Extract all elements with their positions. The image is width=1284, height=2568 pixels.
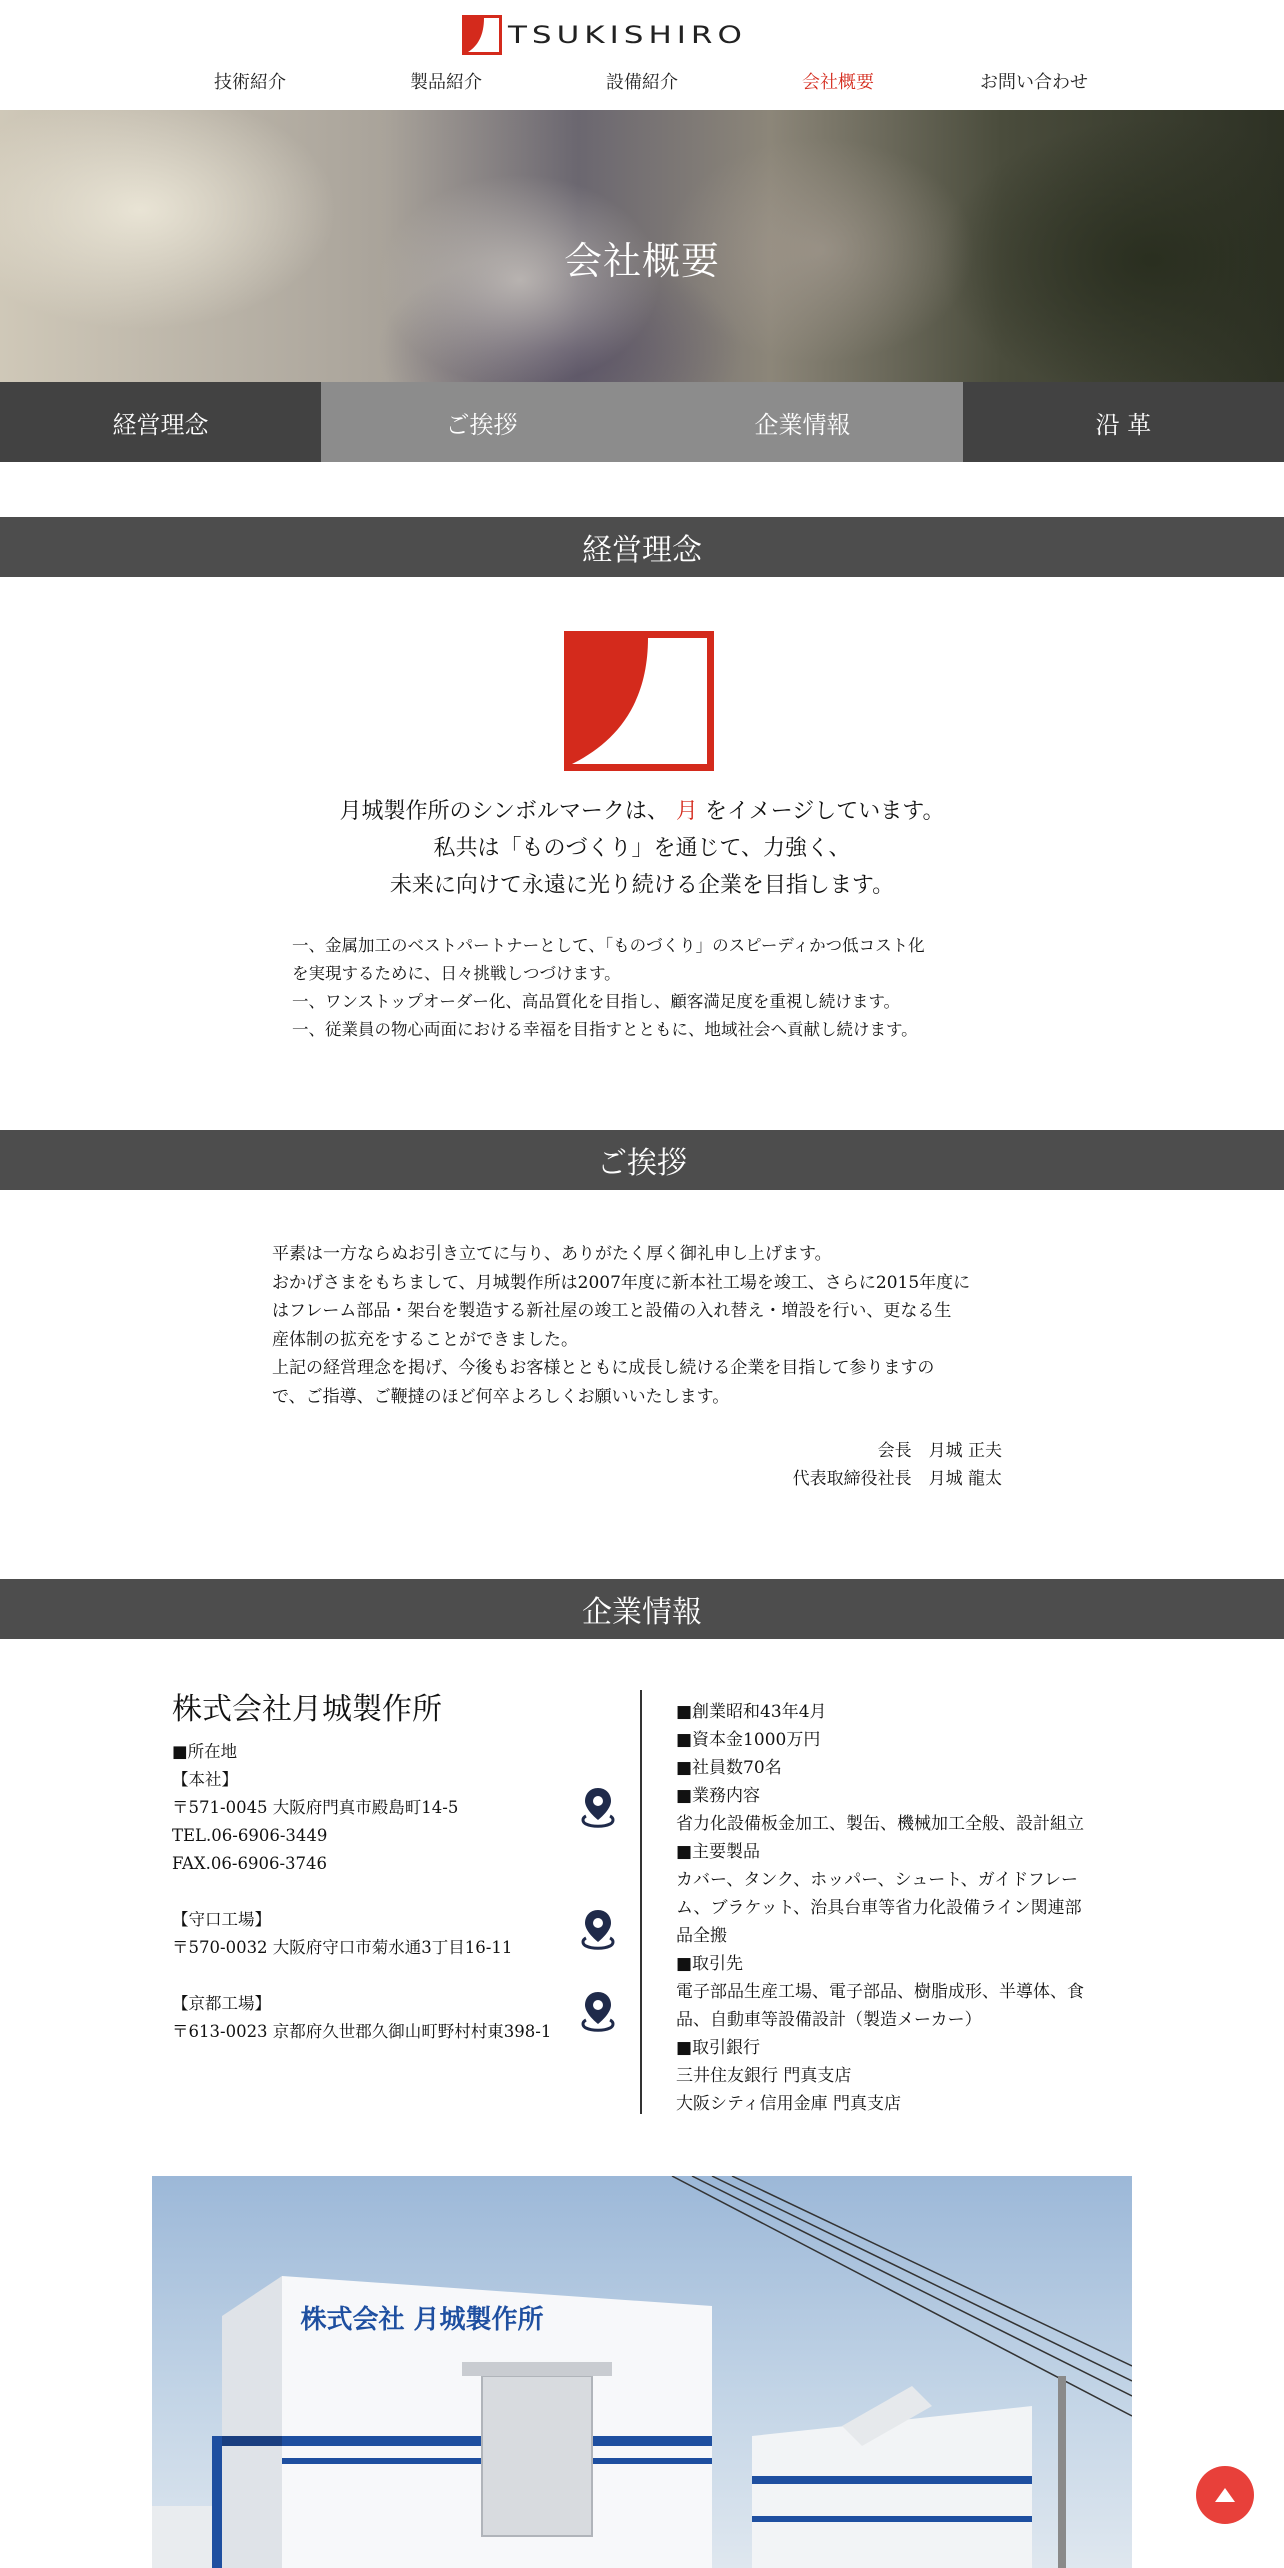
map-pin-icon[interactable]	[580, 1990, 616, 2034]
greeting-line: はフレーム部品・架台を製造する新社屋の竣工と設備の入れ替え・増設を行い、更なる生	[272, 1301, 952, 1321]
head-office-label: 【本社】	[172, 1770, 238, 1789]
kyoto-address: 〒613-0023 京都府久世郡久御山町野村村東398-1	[172, 2022, 552, 2041]
greeting-heading: ご挨拶	[0, 1130, 1284, 1190]
products-text: カバー、タンク、ホッパー、シュート、ガイドフレー	[676, 1870, 1079, 1890]
products-text: 品全搬	[676, 1926, 727, 1946]
philosophy-line-1-before: 月城製作所のシンボルマークは、	[339, 799, 669, 824]
company-info-heading: 企業情報	[0, 1579, 1284, 1639]
policy-line: 一、従業員の物心両面における幸福を目指すとともに、地域社会へ貢献し続けます。	[292, 1020, 918, 1039]
philosophy-line-1-after: をイメージしています。	[704, 799, 945, 824]
page-title: 会社概要	[563, 239, 720, 283]
logo-mark-icon	[462, 15, 502, 55]
moon-character: 月	[675, 799, 698, 824]
building-sign: 株式会社 月城製作所	[300, 2305, 544, 2335]
section-tabs	[0, 382, 1284, 462]
clients-label: ■取引先	[676, 1954, 744, 1974]
founded: ■創業昭和43年4月	[676, 1702, 827, 1722]
policy-line: を実現するために、日々挑戦しつづけます。	[292, 964, 621, 983]
site-header	[0, 0, 1284, 110]
employees: ■社員数70名	[676, 1758, 782, 1778]
greeting-text	[272, 1240, 1002, 1411]
hero-banner	[0, 110, 1284, 382]
philosophy-statement	[0, 793, 1284, 904]
company-name: 株式会社月城製作所	[172, 1692, 442, 1727]
philosophy-line-2: 私共は「ものづくり」を通じて、力強く、	[433, 836, 851, 861]
logo-text: TSUKISHIRO	[508, 20, 747, 50]
kyoto-block	[172, 1990, 612, 2046]
signatures	[600, 1437, 1002, 1493]
clients-text: 品、自動車等設備設計（製造メーカー）	[676, 2010, 982, 2030]
nav-item-products[interactable]: 製品紹介	[410, 72, 482, 93]
site-logo[interactable]	[462, 14, 747, 56]
clients-text: 電子部品生産工場、電子部品、樹脂成形、半導体、食	[676, 1982, 1084, 2002]
greeting-line: 平素は一方ならぬお引き立てに与り、ありがたく厚く御礼申し上げます。	[272, 1244, 832, 1264]
head-office-address: 〒571-0045 大阪府門真市殿島町14-5	[172, 1798, 459, 1817]
bank-2: 大阪シティ信用金庫 門真支店	[676, 2094, 902, 2114]
greeting-line: 産体制の拡充をすることができました。	[272, 1329, 578, 1350]
tab-greeting[interactable]: ご挨拶	[321, 382, 642, 462]
nav-item-company[interactable]: 会社概要	[802, 72, 874, 93]
moriguchi-block	[172, 1906, 612, 1962]
moriguchi-address: 〒570-0032 大阪府守口市菊水通3丁目16-11	[172, 1938, 513, 1957]
map-pin-icon[interactable]	[580, 1908, 616, 1952]
business-label: ■業務内容	[676, 1786, 761, 1806]
banks-label: ■取引銀行	[676, 2038, 761, 2058]
signature-president: 代表取締役社長 月城 龍太	[792, 1469, 1002, 1489]
business-text: 省力化設備板金加工、製缶、機械加工全般、設計組立	[676, 1814, 1084, 1834]
philosophy-line-3: 未来に向けて永遠に光り続ける企業を目指します。	[389, 873, 895, 898]
policy-list	[292, 932, 1012, 1044]
products-text: ム、ブラケット、治具台車等省力化設備ライン関連部	[676, 1898, 1082, 1918]
greeting-line: おかげさまをもちまして、月城製作所は2007年度に新本社工場を竣工、さらに2015年度に	[272, 1272, 971, 1293]
head-office-fax: FAX.06-6906-3746	[172, 1854, 328, 1873]
column-divider	[640, 1690, 642, 2114]
products-label: ■主要製品	[676, 1842, 761, 1862]
nav-item-contact[interactable]: お問い合わせ	[980, 72, 1088, 93]
nav-item-equipment[interactable]: 設備紹介	[606, 72, 678, 93]
greeting-line: 上記の経営理念を掲げ、今後もお客様とともに成長し続ける企業を目指して参りますの	[272, 1358, 935, 1378]
head-office-tel[interactable]: TEL.06-6906-3449	[172, 1826, 328, 1845]
capital: ■資本金1000万円	[676, 1730, 821, 1750]
map-pin-icon[interactable]	[580, 1786, 616, 1830]
policy-line: 一、金属加工のベストパートナーとして、「ものづくり」のスピーディかつ低コスト化	[292, 936, 925, 955]
head-office-block	[172, 1738, 612, 1878]
main-nav	[0, 68, 1284, 98]
philosophy-heading: 経営理念	[0, 517, 1284, 577]
kyoto-label: 【京都工場】	[172, 1994, 271, 2013]
symbol-mark-icon	[564, 631, 714, 771]
building-illustration	[152, 2176, 1132, 2568]
policy-line: 一、ワンストップオーダー化、高品質化を目指し、顧客満足度を重視し続けます。	[292, 992, 901, 1011]
location-label: ■所在地	[172, 1742, 238, 1761]
moriguchi-label: 【守口工場】	[172, 1910, 271, 1929]
signature-chairman: 会長 月城 正夫	[877, 1441, 1002, 1461]
back-to-top-button[interactable]	[1196, 2466, 1254, 2524]
bank-1: 三井住友銀行 門真支店	[676, 2066, 852, 2086]
greeting-line: で、ご指導、ご鞭撻のほど何卒よろしくお願いいたします。	[272, 1386, 730, 1407]
tab-philosophy[interactable]: 経営理念	[0, 382, 321, 462]
tab-company-info[interactable]: 企業情報	[642, 382, 963, 462]
company-addresses	[172, 1688, 612, 2046]
arrow-up-icon	[1214, 2487, 1236, 2503]
company-details	[676, 1698, 1114, 2118]
philosophy-line-1	[0, 793, 1284, 830]
building-photo	[152, 2176, 1132, 2568]
nav-item-technology[interactable]: 技術紹介	[214, 72, 286, 93]
tab-history[interactable]: 沿 革	[963, 382, 1284, 462]
